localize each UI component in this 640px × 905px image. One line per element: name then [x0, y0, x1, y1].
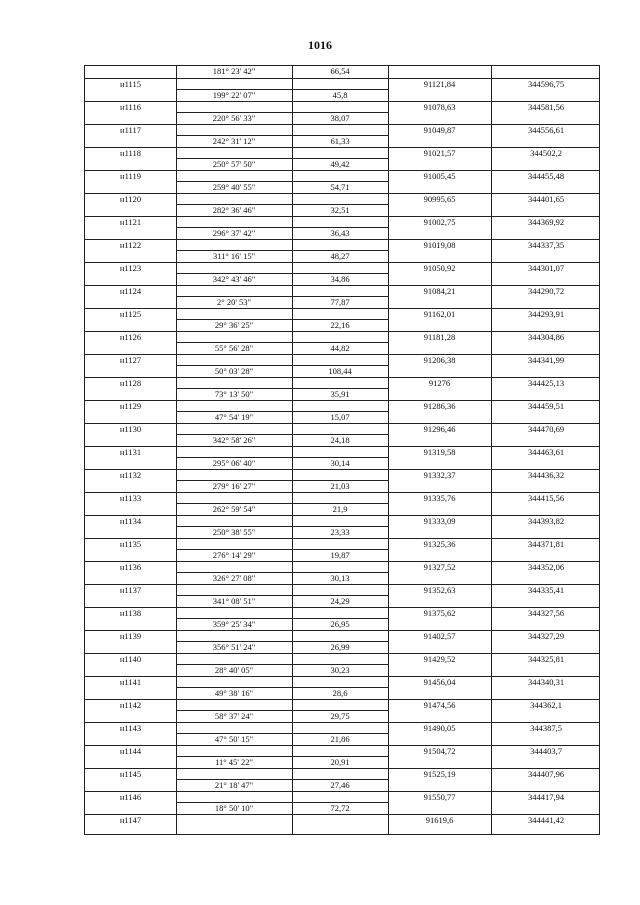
distance-cell: 38,07 — [330, 113, 350, 123]
point-name-cell: н1133 — [119, 492, 142, 503]
point-name-cell: н1116 — [120, 101, 141, 112]
x-coordinate-cell: 91375,62 — [423, 607, 456, 618]
distance-cell: 49,42 — [330, 159, 350, 169]
x-coordinate-cell: 91050,92 — [423, 262, 456, 273]
y-coordinate-cell: 344455,48 — [527, 170, 565, 181]
x-coordinate-cell: 91002,75 — [423, 216, 456, 227]
point-name-cell: н1121 — [119, 216, 142, 227]
x-coordinate-cell: 91049,87 — [423, 124, 456, 135]
angle-cell: 18° 50' 10" — [214, 803, 254, 813]
coordinates-table — [84, 65, 600, 835]
point-row — [85, 814, 599, 827]
y-coordinate-cell: 344352,06 — [527, 561, 565, 572]
angle-cell: 220° 56' 33" — [212, 113, 256, 123]
distance-cell: 45,8 — [332, 90, 348, 100]
angle-cell: 55° 56' 28" — [214, 343, 254, 353]
angle-cell: 58° 37' 24" — [214, 711, 254, 721]
distance-cell: 54,71 — [330, 182, 350, 192]
x-coordinate-cell: 91121,84 — [423, 78, 456, 89]
y-coordinate-cell: 344415,56 — [527, 492, 565, 503]
x-coordinate-cell: 91474,56 — [423, 699, 456, 710]
distance-cell: 72,72 — [330, 803, 350, 813]
y-coordinate-cell: 344341,99 — [527, 354, 565, 365]
y-coordinate-cell: 344441,42 — [527, 814, 565, 825]
point-name-cell: н1142 — [119, 699, 142, 710]
distance-cell: 77,87 — [330, 297, 350, 307]
distance-cell: 35,91 — [330, 389, 350, 399]
y-coordinate-cell: 344393,82 — [527, 515, 565, 526]
point-name-cell: н1122 — [119, 239, 142, 250]
angle-cell: 250° 57' 50" — [212, 159, 256, 169]
point-name-cell: н1140 — [119, 653, 142, 664]
y-coordinate-cell: 344369,92 — [527, 216, 565, 227]
page-number: 1016 — [308, 38, 332, 52]
angle-cell: 262° 59' 54" — [212, 504, 256, 514]
distance-cell: 66,54 — [330, 66, 350, 76]
distance-cell: 24,18 — [330, 435, 350, 445]
point-name-cell: н1124 — [119, 285, 142, 296]
point-name-cell: н1118 — [120, 147, 141, 158]
point-name-cell: н1139 — [119, 630, 142, 641]
point-name-cell: н1146 — [119, 791, 142, 802]
y-coordinate-cell: 344502,2 — [530, 147, 562, 158]
distance-cell: 30,14 — [330, 458, 350, 468]
point-name-cell: н1132 — [119, 469, 142, 480]
distance-cell: 21,86 — [330, 734, 350, 744]
point-name-cell: н1126 — [119, 331, 142, 342]
x-coordinate-cell: 91619,6 — [425, 814, 454, 825]
angle-cell: 47° 50' 15" — [214, 734, 254, 744]
x-coordinate-cell: 91319,58 — [423, 446, 456, 457]
x-coordinate-cell: 91332,37 — [423, 469, 456, 480]
distance-cell: 15,07 — [330, 412, 350, 422]
distance-cell: 28,6 — [332, 688, 348, 698]
x-coordinate-cell: 91402,57 — [423, 630, 456, 641]
x-coordinate-cell: 91504,72 — [423, 745, 456, 756]
angle-cell: 21° 18' 47" — [214, 780, 254, 790]
x-coordinate-cell: 91286,36 — [423, 400, 456, 411]
y-coordinate-cell: 344403,7 — [530, 745, 562, 756]
y-coordinate-cell: 344596,75 — [527, 78, 565, 89]
distance-cell: 19,87 — [330, 550, 350, 560]
angle-cell: 342° 43' 46" — [212, 274, 256, 284]
angle-cell: 2° 20' 53" — [217, 297, 251, 307]
y-coordinate-cell: 344407,96 — [527, 768, 565, 779]
x-coordinate-cell: 91005,45 — [423, 170, 456, 181]
point-name-cell: н1129 — [119, 400, 142, 411]
x-coordinate-cell: 91325,36 — [423, 538, 456, 549]
x-coordinate-cell: 91181,28 — [423, 331, 456, 342]
distance-cell: 23,33 — [330, 527, 350, 537]
y-coordinate-cell: 344325,81 — [527, 653, 565, 664]
x-coordinate-cell: 91327,52 — [423, 561, 456, 572]
distance-cell: 30,23 — [330, 665, 350, 675]
distance-cell: 21,9 — [332, 504, 348, 514]
distance-cell: 26,99 — [330, 642, 350, 652]
point-name-cell: н1135 — [119, 538, 142, 549]
x-coordinate-cell: 91335,76 — [423, 492, 456, 503]
x-coordinate-cell: 91456,04 — [423, 676, 456, 687]
distance-cell: 24,29 — [330, 596, 350, 606]
y-coordinate-cell: 344417,94 — [527, 791, 565, 802]
angle-cell: 279° 16' 27" — [212, 481, 256, 491]
distance-cell: 61,33 — [330, 136, 350, 146]
x-coordinate-cell: 91162,01 — [423, 308, 456, 319]
distance-cell: 22,16 — [330, 320, 350, 330]
angle-cell: 326° 27' 08" — [212, 573, 256, 583]
x-coordinate-cell: 91206,38 — [423, 354, 456, 365]
point-name-cell: н1147 — [119, 814, 142, 825]
point-name-cell: н1119 — [120, 170, 141, 181]
distance-cell: 21,03 — [330, 481, 350, 491]
point-name-cell: н1127 — [119, 354, 142, 365]
distance-cell: 30,13 — [330, 573, 350, 583]
point-name-cell: н1136 — [119, 561, 142, 572]
angle-cell: 73° 13' 50" — [214, 389, 254, 399]
x-coordinate-cell: 91429,52 — [423, 653, 456, 664]
angle-cell: 242° 31' 12" — [212, 136, 256, 146]
point-name-cell: н1120 — [119, 193, 142, 204]
angle-cell: 259° 40' 55" — [212, 182, 256, 192]
y-coordinate-cell: 344293,91 — [527, 308, 565, 319]
angle-cell: 282° 36' 46" — [212, 205, 256, 215]
y-coordinate-cell: 344327,56 — [527, 607, 565, 618]
angle-cell: 47° 54' 19" — [214, 412, 254, 422]
x-coordinate-cell: 91078,63 — [423, 101, 456, 112]
x-coordinate-cell: 91021,57 — [423, 147, 456, 158]
angle-cell: 11° 45' 22" — [215, 757, 253, 767]
point-name-cell: н1117 — [120, 124, 141, 135]
x-coordinate-cell: 91296,46 — [423, 423, 456, 434]
y-coordinate-cell: 344581,56 — [527, 101, 565, 112]
x-coordinate-cell: 91525,19 — [423, 768, 456, 779]
distance-cell: 32,51 — [330, 205, 350, 215]
distance-cell: 34,86 — [330, 274, 350, 284]
y-coordinate-cell: 344327,29 — [527, 630, 565, 641]
distance-cell: 26,95 — [330, 619, 350, 629]
y-coordinate-cell: 344301,07 — [527, 262, 565, 273]
y-coordinate-cell: 344401,65 — [527, 193, 565, 204]
point-name-cell: н1128 — [119, 377, 142, 388]
angle-cell: 359° 25' 34" — [212, 619, 256, 629]
point-name-cell: н1145 — [119, 768, 142, 779]
point-name-cell: н1131 — [119, 446, 142, 457]
angle-cell: 181° 23' 42" — [212, 66, 256, 76]
distance-cell: 48,27 — [330, 251, 350, 261]
x-coordinate-cell: 91352,63 — [423, 584, 456, 595]
x-coordinate-cell: 90995,65 — [423, 193, 456, 204]
y-coordinate-cell: 344459,51 — [527, 400, 565, 411]
angle-cell: 28° 40' 05" — [214, 665, 254, 675]
y-coordinate-cell: 344556,61 — [527, 124, 565, 135]
x-coordinate-cell: 91084,21 — [423, 285, 456, 296]
y-coordinate-cell: 344371,81 — [527, 538, 565, 549]
x-coordinate-cell: 91333,09 — [423, 515, 456, 526]
y-coordinate-cell: 344304,86 — [527, 331, 565, 342]
y-coordinate-cell: 344340,31 — [527, 676, 565, 687]
angle-cell: 49° 38' 16" — [214, 688, 254, 698]
angle-cell: 295° 06' 40" — [212, 458, 256, 468]
distance-cell: 36,43 — [330, 228, 350, 238]
y-coordinate-cell: 344362,1 — [530, 699, 562, 710]
x-coordinate-cell: 91019,08 — [423, 239, 456, 250]
x-coordinate-cell: 91550,77 — [423, 791, 456, 802]
angle-cell: 250° 38' 55" — [212, 527, 256, 537]
y-coordinate-cell: 344463,61 — [527, 446, 565, 457]
x-coordinate-cell: 91490,05 — [423, 722, 456, 733]
point-name-cell: н1137 — [119, 584, 142, 595]
point-name-cell: н1144 — [119, 745, 142, 756]
angle-cell: 29° 36' 25" — [214, 320, 254, 330]
point-name-cell: н1134 — [119, 515, 142, 526]
angle-cell: 199° 22' 07" — [212, 90, 256, 100]
point-name-cell: н1123 — [119, 262, 142, 273]
y-coordinate-cell: 344425,13 — [527, 377, 565, 388]
distance-cell: 108,44 — [328, 366, 352, 376]
y-coordinate-cell: 344436,32 — [527, 469, 565, 480]
point-name-cell: н1125 — [119, 308, 142, 319]
angle-cell: 276° 14' 29" — [212, 550, 256, 560]
distance-cell: 29,75 — [330, 711, 350, 721]
point-name-cell: н1141 — [119, 676, 142, 687]
angle-cell: 296° 37' 42" — [212, 228, 256, 238]
y-coordinate-cell: 344387,5 — [530, 722, 562, 733]
table-row — [85, 66, 599, 78]
point-name-cell: н1143 — [119, 722, 142, 733]
angle-cell: 356° 51' 24" — [212, 642, 256, 652]
point-name-cell: н1130 — [119, 423, 142, 434]
y-coordinate-cell: 344290,72 — [527, 285, 565, 296]
angle-cell: 342° 58' 26" — [212, 435, 256, 445]
angle-cell: 50° 03' 28" — [214, 366, 254, 376]
angle-cell: 341° 08' 51" — [212, 596, 256, 606]
y-coordinate-cell: 344335,41 — [527, 584, 565, 595]
distance-cell: 20,91 — [330, 757, 350, 767]
distance-cell: 27,46 — [330, 780, 350, 790]
point-name-cell: н1115 — [120, 78, 141, 89]
distance-cell: 44,82 — [330, 343, 350, 353]
x-coordinate-cell: 91276 — [428, 377, 451, 388]
angle-cell: 311° 16' 15" — [212, 251, 256, 261]
y-coordinate-cell: 344470,69 — [527, 423, 565, 434]
point-name-cell: н1138 — [119, 607, 142, 618]
y-coordinate-cell: 344337,35 — [527, 239, 565, 250]
